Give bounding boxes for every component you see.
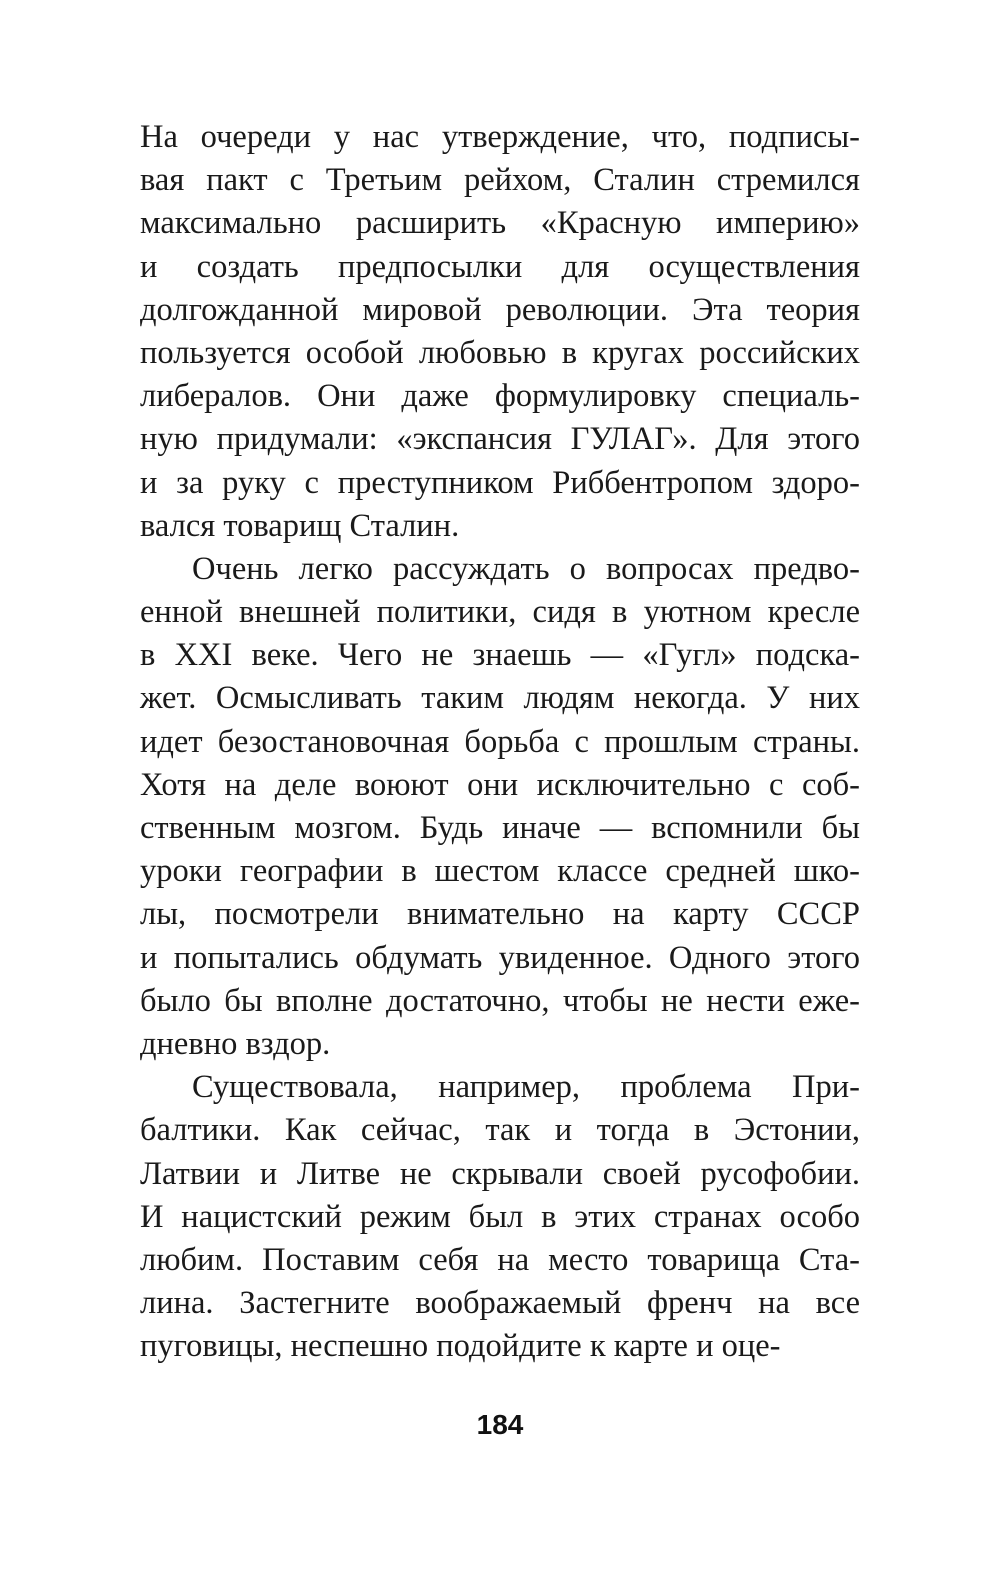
paragraph bbox=[140, 548, 860, 1066]
text-line: уроки географии в шестом классе средней шко- bbox=[140, 853, 860, 890]
text-line: и создать предпосылки для осуществления bbox=[140, 248, 860, 285]
text-line: было бы вполне достаточно, чтобы не нести еже- bbox=[140, 982, 860, 1019]
text-line: енной внешней политики, сидя в уютном кресле bbox=[140, 594, 860, 631]
text-line: любим. Поставим себя на место товарища Ста- bbox=[140, 1241, 860, 1278]
text-line: в XXI веке. Чего не знаешь — «Гугл» подска- bbox=[140, 637, 860, 674]
text-line: и попытались обдумать увиденное. Одного этого bbox=[140, 939, 860, 976]
text-line: Хотя на деле воюют они исключительно с соб- bbox=[140, 766, 860, 803]
text-line: балтики. Как сейчас, так и тогда в Эстонии, bbox=[140, 1112, 860, 1149]
text-line: лина. Застегните воображаемый френч на все bbox=[140, 1285, 860, 1322]
text-line: И нацистский режим был в этих странах особо bbox=[140, 1198, 860, 1235]
text-line: Латвии и Литве не скрывали своей русофобии. bbox=[140, 1155, 860, 1192]
page-number: 184 bbox=[476, 1409, 524, 1440]
text-line: вался товарищ Сталин. bbox=[140, 507, 460, 544]
text-line: Очень легко рассуждать о вопросах предво- bbox=[192, 550, 860, 587]
text-line: и за руку с преступником Риббентропом здоро- bbox=[140, 464, 860, 501]
text-line: ную придумали: «экспансия ГУЛАГ». Для этого bbox=[140, 421, 860, 458]
text-line: дневно вздор. bbox=[140, 1025, 331, 1062]
paragraph bbox=[140, 116, 860, 548]
text-line: лы, посмотрели внимательно на карту СССР bbox=[140, 896, 860, 933]
text-line: либералов. Они даже формулировку специаль- bbox=[140, 378, 860, 415]
text-line: вая пакт с Третьим рейхом, Сталин стремился bbox=[140, 162, 860, 199]
text-line: На очереди у нас утверждение, что, подписы- bbox=[140, 119, 860, 155]
text-line: Существовала, например, проблема При- bbox=[192, 1069, 860, 1106]
text-line: долгожданной мировой революции. Эта теория bbox=[140, 291, 860, 328]
text-line: жет. Осмысливать таким людям некогда. У них bbox=[140, 680, 860, 717]
text-line: идет безостановочная борьба с прошлым страны. bbox=[140, 723, 860, 760]
text-line: пользуется особой любовью в кругах российских bbox=[140, 334, 860, 371]
text-line: максимально расширить «Красную империю» bbox=[140, 205, 860, 242]
paragraph bbox=[140, 1066, 860, 1368]
page-body-text bbox=[140, 116, 860, 1368]
text-line: ственным мозгом. Будь иначе — вспомнили бы bbox=[140, 810, 860, 846]
text-line: пуговицы, неспешно подойдите к карте и оце- bbox=[140, 1328, 781, 1365]
